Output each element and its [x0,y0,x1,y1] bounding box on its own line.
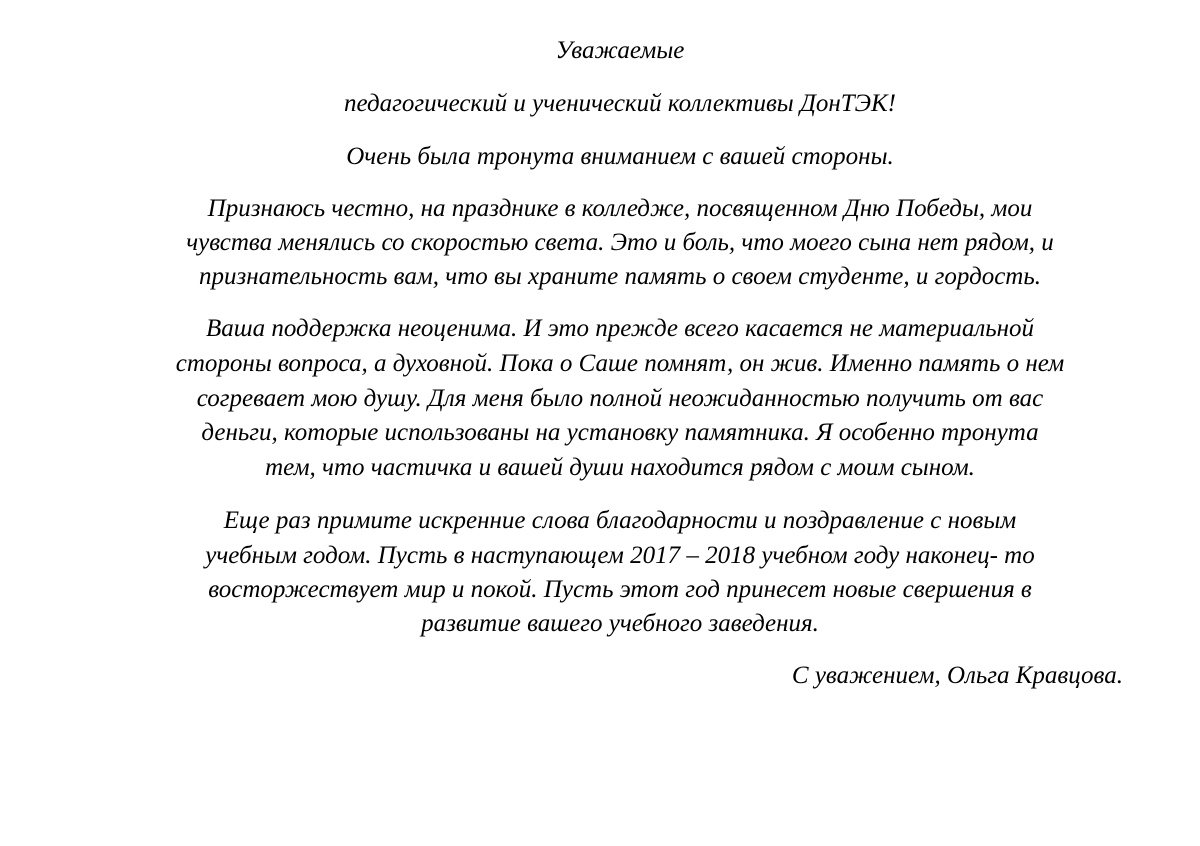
paragraph-3-line-3: согревает мою душу. Для меня было полной неожиданностью получить от вас [196,385,1044,412]
paragraph-4-line-1: Еще раз примите искренние слова благодарности и поздравление с новым [223,507,1017,534]
signature: С уважением, Ольга Кравцова. [791,662,1123,689]
paragraph-4-line-2: учебным годом. Пусть в наступающем 2017 – 2018 учебном году наконец- то [205,542,1035,569]
paragraph-3-line-5: тем, что частичка и вашей души находится рядом с моим сыном. [265,454,975,481]
paragraph-2-line-2: чувства менялись со скоростью света. Это и боль, что моего сына нет рядом, и [186,229,1054,256]
paragraph-3-line-4: деньги, которые использованы на установку памятника. Я особенно тронута [201,419,1039,446]
salutation-line-1: Уважаемые [555,37,685,64]
paragraph-2-line-3: признательность вам, что вы храните память о своем студенте, и гордость. [199,263,1041,290]
paragraph-2-line-1: Признаюсь честно, на празднике в колледже, посвященном Дню Победы, мои [207,195,1033,222]
paragraph-4-line-4: развитие вашего учебного заведения. [421,610,819,637]
paragraph-3-line-2: стороны вопроса, а духовной. Пока о Саше помнят, он жив. Именно память о нем [175,350,1065,377]
paragraph-4-line-3: восторжествует мир и покой. Пусть этот год принесет новые свершения в [208,576,1032,603]
salutation-line-2: педагогический и ученический коллективы ДонТЭК! [344,90,896,117]
paragraph-1-line-1: Очень была тронута вниманием с вашей стороны. [346,143,894,170]
paragraph-3-line-1: Ваша поддержка неоценима. И это прежде всего касается не материальной [205,315,1034,342]
